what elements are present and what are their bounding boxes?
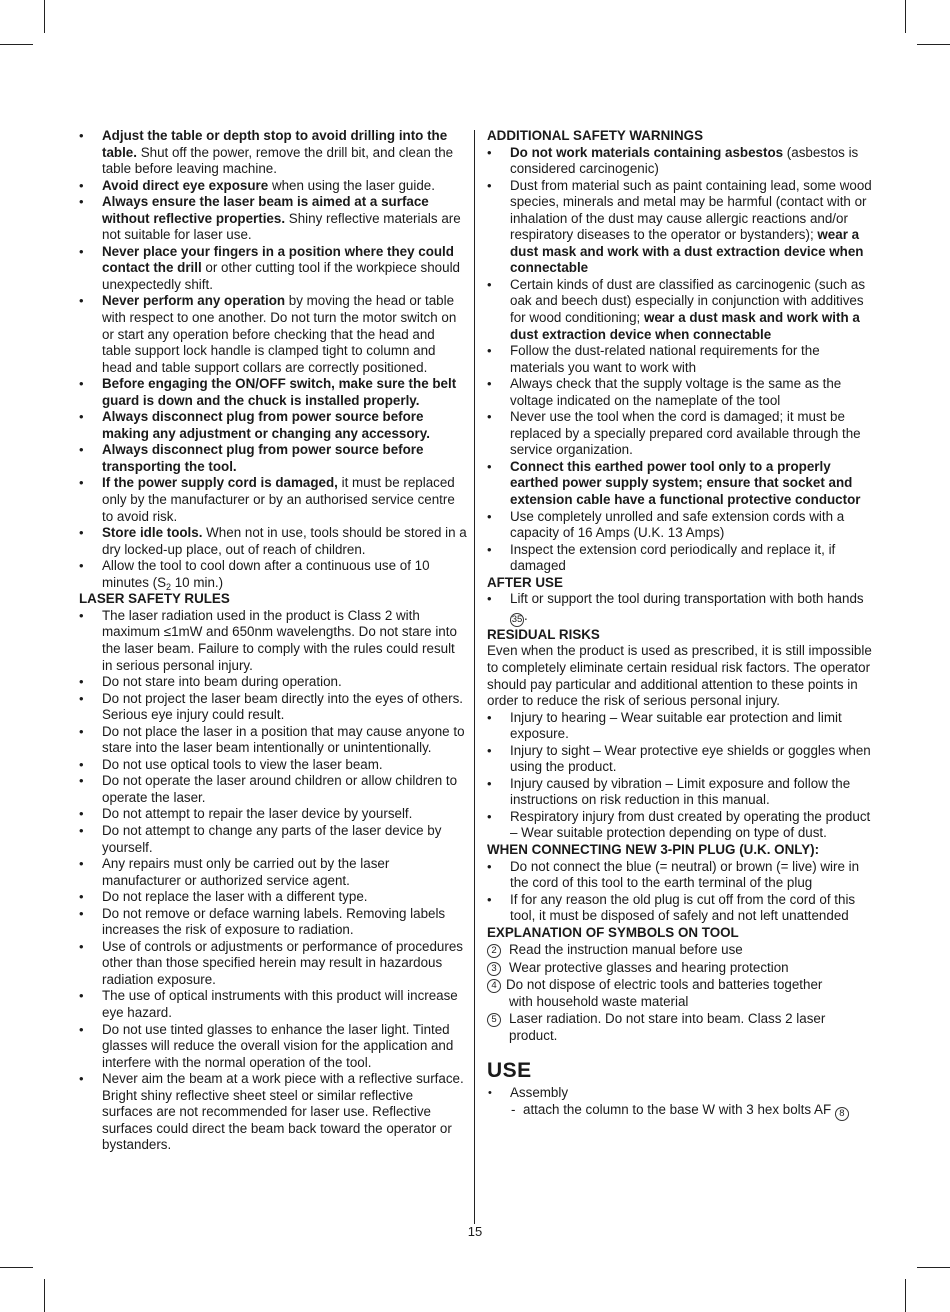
list-item: • Before engaging the ON/OFF switch, make sure the belt guard is down and the chuck is installed properly. (79, 376, 467, 409)
symbol-item: 5 Laser radiation. Do not stare into beam. Class 2 laser product. (487, 1011, 877, 1044)
list-item: • Do not replace the laser with a different type. (79, 889, 467, 906)
list-item: • Do not place the laser in a position that may cause anyone to stare into the laser beam intentionally or unintentionally. (79, 724, 467, 757)
list-item: • Injury to sight – Wear protective eye shields or goggles when using the product. (487, 743, 877, 776)
right-column (487, 128, 877, 1121)
symbol-item: 3 Wear protective glasses and hearing protection (487, 960, 877, 977)
after-use-heading: AFTER USE (487, 574, 563, 590)
crop-mark (905, 0, 906, 33)
list-item: • Adjust the table or depth stop to avoid drilling into the table. Shut off the power, remove the drill bit, and clean the table before leaving machine. (79, 128, 467, 178)
list-item: • Never aim the beam at a work piece with a reflective surface. Bright shiny reflective sheet steel or similar reflective surfaces are not recommended for laser use. Reflective surfaces could direct the beam back toward the operator or bystanders. (79, 1071, 467, 1154)
symbols-heading: EXPLANATION OF SYMBOLS ON TOOL (487, 924, 739, 940)
plug-heading: WHEN CONNECTING NEW 3-PIN PLUG (U.K. ONLY): (487, 841, 820, 857)
list-item: • Do not attempt to repair the laser device by yourself. (79, 806, 467, 823)
list-item: • Lift or support the tool during transportation with both hands 35 . (487, 591, 877, 627)
column-divider (474, 130, 475, 1224)
left-column (79, 128, 467, 1154)
list-item: • If the power supply cord is damaged, it must be replaced only by the manufacturer or by an authorised service centre to avoid risk. (79, 475, 467, 525)
list-item: • Avoid direct eye exposure when using the laser guide. (79, 178, 467, 195)
residual-risks-heading: RESIDUAL RISKS (487, 626, 600, 642)
list-item: • Use completely unrolled and safe extension cords with a capacity of 16 Amps (U.K. 13 Amps) (487, 509, 877, 542)
list-item: • Do not project the laser beam directly into the eyes of others. Serious eye injury could result. (79, 691, 467, 724)
list-item: • Always disconnect plug from power source before transporting the tool. (79, 442, 467, 475)
list-item: • Do not work materials containing asbestos (asbestos is considered carcinogenic) (487, 145, 877, 178)
crop-mark (917, 1267, 950, 1268)
list-item: • Do not use optical tools to view the laser beam. (79, 757, 467, 774)
list-item: • The use of optical instruments with this product will increase eye hazard. (79, 988, 467, 1021)
list-item: • Assembly (487, 1085, 877, 1102)
list-item: • Connect this earthed power tool only to a properly earthed power supply system; ensure that socket and extension cable have a functional protective conductor (487, 459, 877, 509)
page-number: 15 (467, 1224, 483, 1239)
list-item: • Any repairs must only be carried out by the laser manufacturer or authorized service agent. (79, 856, 467, 889)
list-item: • Never use the tool when the cord is damaged; it must be replaced by a specially prepared cord available through the service organization. (487, 409, 877, 459)
list-item: • Do not attempt to change any parts of the laser device by yourself. (79, 823, 467, 856)
symbol-number-icon: 5 (487, 1013, 501, 1027)
list-item: • Follow the dust-related national requirements for the materials you want to work with (487, 343, 877, 376)
list-item: • Injury to hearing – Wear suitable ear protection and limit exposure. (487, 710, 877, 743)
use-heading: USE (487, 1058, 532, 1082)
list-item: • Certain kinds of dust are classified as carcinogenic (such as oak and beech dust) especially in conjunction with additives for wood conditioning; wear a dust mask and work with a dust extraction device when connectable (487, 277, 877, 343)
list-item: • Always ensure the laser beam is aimed at a surface without reflective properties. Shiny reflective materials are not suitable for laser use. (79, 194, 467, 244)
list-item: • Always check that the supply voltage is the same as the voltage indicated on the nameplate of the tool (487, 376, 877, 409)
list-item: • Do not remove or deface warning labels. Removing labels increases the risk of exposure to radiation. (79, 906, 467, 939)
symbol-number-icon: 4 (487, 979, 501, 993)
list-item: • Inspect the extension cord periodically and replace it, if damaged (487, 542, 877, 575)
list-item: • Do not operate the laser around children or allow children to operate the laser. (79, 773, 467, 806)
crop-mark (917, 44, 950, 45)
list-item: • Use of controls or adjustments or performance of procedures other than those specified herein may result in hazardous radiation exposure. (79, 939, 467, 989)
crop-mark (0, 1267, 33, 1268)
list-item: • Respiratory injury from dust created by operating the product – Wear suitable protection depending on type of dust. (487, 809, 877, 842)
list-item: • Never place your fingers in a position where they could contact the drill or other cutting tool if the workpiece should unexpectedly shift. (79, 244, 467, 294)
additional-safety-heading: ADDITIONAL SAFETY WARNINGS (487, 128, 703, 143)
residual-risks-paragraph: Even when the product is used as prescribed, it is still impossible to completely eliminate certain residual risk factors. The operator should pay particular and additional attention to these points in order to reduce the risk of serious personal injury. (487, 643, 872, 709)
crop-mark (905, 1279, 906, 1312)
sub-list-item: - attach the column to the base W with 3 hex bolts AF 8 (487, 1102, 877, 1121)
list-item: • The laser radiation used in the product is Class 2 with maximum ≤1mW and 650nm wavelengths. Do not stare into the laser beam. Failure to comply with the rules could result in serious personal injury. (79, 608, 467, 674)
list-item: • Do not connect the blue (= neutral) or brown (= live) wire in the cord of this tool to the earth terminal of the plug (487, 859, 877, 892)
symbol-item: 4 Do not dispose of electric tools and batteries together with household waste material (487, 977, 877, 1010)
symbol-number-icon: 3 (487, 962, 501, 976)
list-item: • Store idle tools. When not in use, tools should be stored in a dry locked-up place, out of reach of children. (79, 525, 467, 558)
crop-mark (44, 1279, 45, 1312)
symbol-number-icon: 2 (487, 944, 501, 958)
crop-mark (44, 0, 45, 33)
symbol-number-icon: 35 (511, 613, 523, 625)
symbol-item: 2 Read the instruction manual before use (487, 942, 877, 959)
list-item: • Never perform any operation by moving the head or table with respect to one another. Do not turn the motor switch on or start any operation before checking that the head and table support lock handle is clamped tight to column and head and table support collars are correctly positioned. (79, 293, 467, 376)
symbol-number-icon: 8 (835, 1107, 849, 1121)
list-item: • If for any reason the old plug is cut off from the cord of this tool, it must be disposed of safely and not left unattended (487, 892, 877, 925)
list-item: • Dust from material such as paint containing lead, some wood species, minerals and metal may be harmful (contact with or inhalation of the dust may cause allergic reactions and/or respiratory diseases to the operator or bystanders); wear a dust mask and work with a dust extraction device when connectable (487, 178, 877, 277)
list-item-cool-down: • Allow the tool to cool down after a continuous use of 10 minutes ($S_2$ 10 min.) (79, 558, 467, 591)
crop-mark (0, 44, 33, 45)
laser-safety-heading: LASER SAFETY RULES (79, 591, 230, 607)
list-item: • Do not use tinted glasses to enhance the laser light. Tinted glasses will reduce the overall vision for the application and interfere with the normal operation of the tool. (79, 1022, 467, 1072)
list-item: • Do not stare into beam during operation. (79, 674, 467, 691)
list-item: • Always disconnect plug from power source before making any adjustment or changing any accessory. (79, 409, 467, 442)
list-item: • Injury caused by vibration – Limit exposure and follow the instructions on risk reduction in this manual. (487, 776, 877, 809)
